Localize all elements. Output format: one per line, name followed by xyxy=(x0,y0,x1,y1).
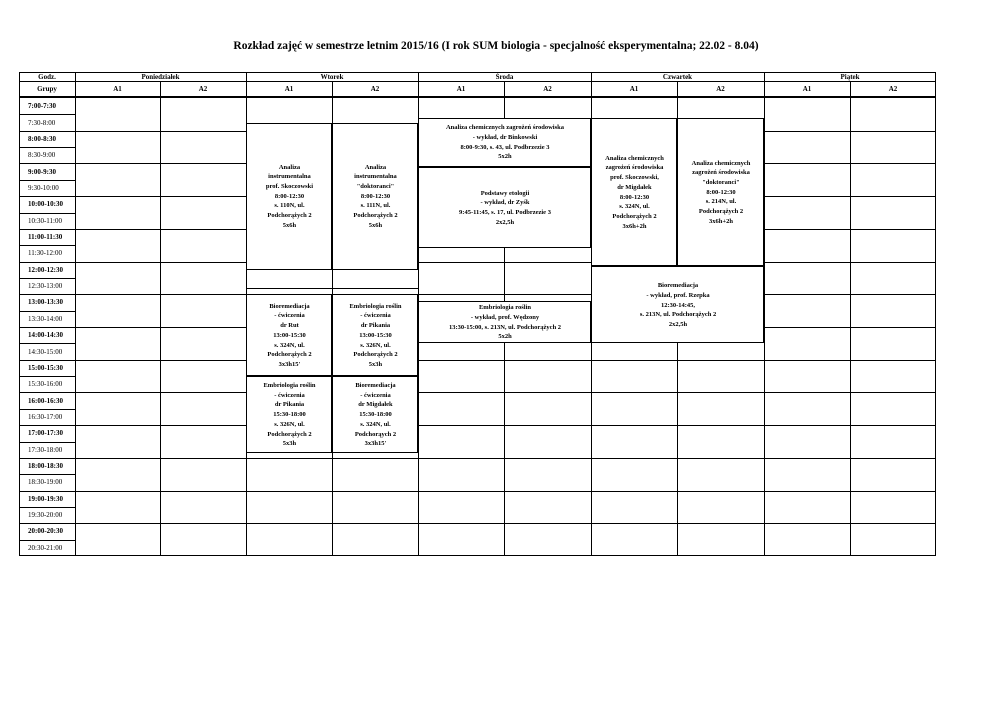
block-frame xyxy=(246,123,332,270)
time-slot-label: 15:30-16:00 xyxy=(28,380,63,389)
block-frame xyxy=(677,118,764,267)
half-hour-line xyxy=(19,474,75,475)
time-slot-label: 11:00-11:30 xyxy=(28,233,63,242)
group-header: A2 xyxy=(543,84,552,93)
time-slot-label: 13:30-14:00 xyxy=(28,314,63,323)
class-block-text: Podstawy etologii - wykład, dr Zyśk 9:45-11:45, s. 17, ul. Podbrzezie 3 2x2,5h xyxy=(459,189,551,226)
block-frame xyxy=(591,118,677,267)
group-header: A2 xyxy=(198,84,208,93)
time-slot-label: 10:30-11:00 xyxy=(28,216,62,225)
block-frame xyxy=(246,294,332,376)
half-hour-line xyxy=(19,540,75,541)
group-header: A1 xyxy=(802,84,812,93)
time-slot-label: 16:00-16:30 xyxy=(28,396,63,405)
block-frame xyxy=(246,376,332,453)
half-hour-line xyxy=(19,311,75,312)
hour-line xyxy=(19,523,936,524)
time-slot-label: 20:30-21:00 xyxy=(28,543,63,552)
time-slot-label: 15:00-15:30 xyxy=(28,363,63,372)
grupy-label: Grupy xyxy=(37,84,57,93)
half-hour-line xyxy=(19,245,75,246)
time-slot-label: 16:30-17:00 xyxy=(28,412,63,421)
class-block-text: Analiza chemicznych zagrożeń środowiska prof. Skoczowski, dr Migdałek 8:00-12:30 s. 324N, ul. Podchorążych 2 3x6h+2h xyxy=(605,154,664,230)
class-block-text: Analiza instrumentalna "doktoranci" 8:00-12:30 s. 111N, ul. Podchorążych 2 5x6h xyxy=(353,163,398,229)
group-header: A2 xyxy=(370,84,380,93)
time-slot-label: 7:00-7:30 xyxy=(28,102,56,111)
day-separator xyxy=(764,72,765,556)
class-block-text: Bioremediacja - ćwiczenia dr Rut 13:00-15:30 s. 324N, ul. Podchorążych 2 3x3h15' xyxy=(267,302,312,368)
godz-label: Godz. xyxy=(38,72,56,81)
half-hour-line xyxy=(19,114,75,115)
hour-line xyxy=(19,392,936,393)
time-slot-label: 19:00-19:30 xyxy=(28,494,63,503)
time-slot-label: 7:30-8:00 xyxy=(28,118,56,127)
half-hour-line xyxy=(19,180,75,181)
block-frame xyxy=(332,123,418,270)
block-frame xyxy=(332,294,418,376)
group-separator xyxy=(850,81,851,556)
group-header: A1 xyxy=(629,84,639,93)
block-frame xyxy=(591,266,764,343)
time-slot-label: 20:00-20:30 xyxy=(28,527,63,536)
group-header: A1 xyxy=(284,84,294,93)
page-title: Rozkład zajęć w semestrze letnim 2015/16 (I rok SUM biologia - specjalność eksperymentalna; 22.02 - 8.04) xyxy=(233,40,759,52)
class-block-text: Embriologia roślin - wykład, prof. Wędzony 13:30-15:00, s. 213N, ul. Podchorążych 2 5x2h xyxy=(448,304,562,341)
time-slot-label: 14:30-15:00 xyxy=(28,347,63,356)
time-slot-label: 17:30-18:00 xyxy=(28,445,63,454)
day-separator xyxy=(75,72,76,556)
hour-line xyxy=(19,491,936,492)
block-frame xyxy=(418,167,591,249)
block-frame xyxy=(418,118,591,167)
block-frame xyxy=(332,376,418,453)
time-slot-label: 12:30-13:00 xyxy=(28,282,63,291)
time-slot-label: 9:00-9:30 xyxy=(28,167,56,176)
hour-line xyxy=(19,360,936,361)
day-header: Piątek xyxy=(840,72,860,81)
half-hour-line xyxy=(19,147,75,148)
block-frame xyxy=(418,301,591,344)
class-block-text: Bioremediacja - ćwiczenia dr Migdałek 15:30-18:00 s. 324N, ul. Podchorąych 2 3x3h15' xyxy=(354,382,397,448)
time-slot-label: 14:00-14:30 xyxy=(28,331,63,340)
class-block-text: Analiza chemicznych zagrożeń środowiska - wykład, dr Binkowski 8:00-9:30, s. 43, ul. Podbrzezie 3 5x2h xyxy=(445,124,564,161)
class-block-text: Analiza chemicznych zagrożeń środowiska "doktoranci" 8:00-12:30 s. 214N, ul. Podchorążych 2 3x6h+2h xyxy=(691,159,751,225)
half-hour-line xyxy=(19,213,75,214)
day-header: Poniedziałek xyxy=(141,72,180,81)
time-slot-label: 9:30-10:00 xyxy=(28,183,59,192)
time-slot-label: 8:30-9:00 xyxy=(28,151,56,160)
time-slot-label: 8:00-8:30 xyxy=(28,134,56,143)
half-hour-line xyxy=(19,409,75,410)
half-hour-line xyxy=(19,507,75,508)
schedule-table xyxy=(19,72,936,556)
half-hour-line xyxy=(19,343,75,344)
time-slot-label: 18:30-19:00 xyxy=(28,478,63,487)
time-slot-label: 11:30-12:00 xyxy=(28,249,62,258)
class-block-text: Bioremediacja - wykład, prof. Rzepka 12:30-14:45, s. 213N, ul. Podchorążych 2 2x2,5h xyxy=(639,282,717,328)
time-slot-label: 19:30-20:00 xyxy=(28,511,63,520)
day-header: Czwartek xyxy=(662,72,693,81)
hour-line xyxy=(19,425,936,426)
group-header: A1 xyxy=(113,84,122,93)
header-bottom-line xyxy=(19,96,936,98)
group-separator xyxy=(160,81,161,556)
hour-line xyxy=(19,262,936,263)
time-slot-label: 13:00-13:30 xyxy=(28,298,63,307)
time-slot-label: 17:00-17:30 xyxy=(28,429,63,438)
day-header: Środa xyxy=(495,72,514,81)
half-hour-line xyxy=(19,278,75,279)
hour-line xyxy=(19,294,936,295)
group-header: A2 xyxy=(888,84,898,93)
class-block-text: Embriologia roślin - ćwiczenia dr Pikania 13:00-15:30 s. 326N, ul. Podchorążych 2 5x3h xyxy=(349,302,402,368)
time-slot-label: 12:00-12:30 xyxy=(28,265,63,274)
day-header: Wtorek xyxy=(320,72,344,81)
block-border xyxy=(246,288,418,289)
class-block-text: Analiza instrumentalna prof. Skoczowski 8:00-12:30 s. 110N, ul. Podchorążych 2 5x6h xyxy=(265,163,314,229)
half-hour-line xyxy=(19,376,75,377)
time-slot-label: 10:00-10:30 xyxy=(28,200,63,209)
class-block-text: Embriologia roślin - ćwiczenia dr Pikania 15:30-18:00 s. 326N, ul. Podchorążych 2 5x3h xyxy=(263,382,316,448)
half-hour-line xyxy=(19,442,75,443)
hour-line xyxy=(19,458,936,459)
time-slot-label: 18:00-18:30 xyxy=(28,462,63,471)
group-header: A1 xyxy=(456,84,466,93)
group-header: A2 xyxy=(716,84,725,93)
